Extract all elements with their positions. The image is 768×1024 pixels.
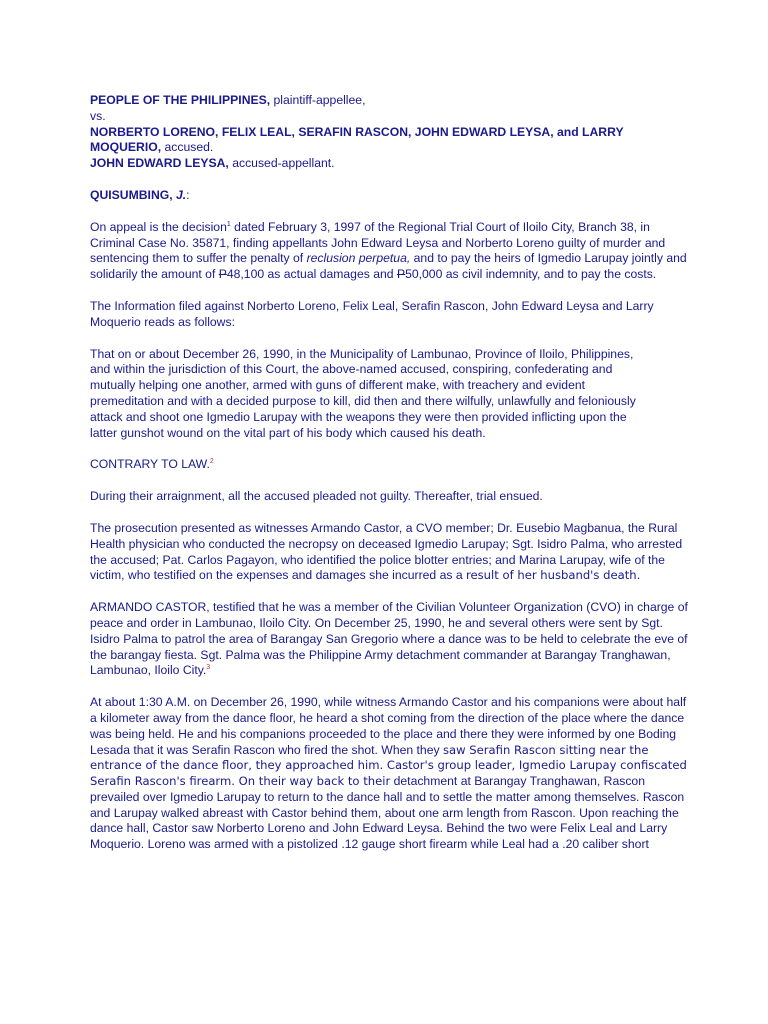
ponente-name: QUISUMBING, (90, 187, 176, 202)
caption-accused (90, 125, 690, 157)
document-page (90, 93, 690, 853)
paragraph-1-text-c: and to pay the heirs of Igmedio Larupay jointly and solidarily the amount of (90, 251, 687, 282)
paragraph-1 (90, 220, 690, 283)
paragraph-6-text-a: At about 1:30 A.M. on December 26, 1990, while witness Armando Castor and his companions were about half a kilometer away from the dance floor, he heard a shot coming from the direction of the place where the dance was being held. He and his companions proceeded to the place and there they were informed by one Boding Lesada that it was Serafin Rascon who fired the shot. When they (90, 695, 687, 757)
quote-contrary (90, 457, 645, 473)
paragraph-6-text-b: saw Serafin Rascon sitting near the entrance of the dance floor, they approached him. Castor's group leader, Igmedio Larupay confiscated Serafin Rascon's firearm. On their way back to their (90, 742, 687, 789)
ponente-line (90, 188, 690, 204)
paragraph-5 (90, 600, 690, 679)
paragraph-6-text-c: detachment at Barangay Tranghawan, Rascon prevailed over Igmedio Larupay to return to the dance hall and to settle the matter among themselves. Rascon and Larupay walked abreast with Castor behind them, about one arm length from Rascon. Upon reaching the dance hall, Castor saw Norberto Loreno and John Edward Leysa. Behind the two were Felix Leal and Larry Moquerio. Loreno was armed with a pistolized .12 gauge short firearm while Leal had a .20 caliber short (90, 774, 685, 852)
quote-information: That on or about December 26, 1990, in the Municipality of Lambunao, Province of Iloilo, Philippines, and within the jurisdiction of this Court, the above-named accused, conspiring, confederating and mutually helping one another, armed with guns of different make, with treachery and evident premeditation and with a decided purpose to kill, did then and there wilfully, unlawfully and feloniously attack and shoot one Igmedio Larupay with the weapons they were then provided inflicting upon the latter gunshot wound on the vital part of his body which caused his death. (90, 346, 636, 440)
appellant-role: accused-appellant. (228, 156, 335, 171)
paragraph-4-text-a: The prosecution presented as witnesses Armando Castor, a CVO member; Dr. Eusebio Magbanua, the Rural Health physician who conducted the necropsy on deceased Igmedio Larupay; Sgt. Isidro Palma, who arrested the accused; Pat. Carlos Pagayon, who identified the police blotter entries; and Marina Larupay, wife of the victim, who testified on the expenses and damages she incurred as a (90, 520, 683, 583)
paragraph-5-text: ARMANDO CASTOR, testified that he was a member of the Civilian Volunteer Organization (CVO) in charge of peace and order in Lambunao, Iloilo City. On December 25, 1990, he and several others were sent by Sgt. Isidro Palma to patrol the area of Barangay San Gregorio where a dance was to be held to celebrate the eve of the barangay fiesta. Sgt. Palma was the Philippine Army detachment commander at Barangay Tranghawan, Lambunao, Iloilo City. (90, 600, 688, 678)
footnote-ref-2[interactable]: 2 (209, 458, 214, 466)
accused-role: accused. (161, 140, 214, 155)
footnote-ref-3[interactable]: 3 (206, 664, 211, 672)
caption-appellant (90, 156, 690, 172)
paragraph-2: The Information filed against Norberto Loreno, Felix Leal, Serafin Rascon, John Edward Leysa and Larry Moquerio reads as follows: (90, 298, 654, 329)
paragraph-6 (90, 695, 690, 853)
peso-sign-1: P (218, 267, 227, 282)
paragraph-1-text-d: 48,100 as actual damages and (226, 267, 397, 282)
appellant-name: JOHN EDWARD LEYSA, (90, 156, 229, 171)
caption-versus: vs. (90, 108, 106, 123)
footnote-ref-1[interactable]: 1 (226, 220, 231, 228)
paragraph-1-text-a: On appeal is the decision (90, 219, 227, 234)
paragraph-4 (90, 521, 690, 584)
paragraph-1-italic: reclusion perpetua, (306, 251, 411, 266)
accused-names: NORBERTO LORENO, FELIX LEAL, SERAFIN RASCON, JOHN EDWARD LEYSA, and LARRY MOQUERIO, (90, 124, 624, 155)
plaintiff-role: plaintiff-appellee, (270, 93, 366, 107)
ponente-colon: : (186, 187, 190, 202)
paragraph-3: During their arraignment, all the accused pleaded not guilty. Thereafter, trial ensued. (90, 489, 543, 504)
paragraph-1-text-e: 50,000 as civil indemnity, and to pay the costs. (405, 267, 657, 282)
caption-plaintiff (90, 93, 690, 109)
quote-contrary-text: CONTRARY TO LAW. (90, 457, 210, 472)
peso-sign-2: P (396, 267, 406, 282)
paragraph-1-text-b: dated February 3, 1997 of the Regional Trial Court of Iloilo City, Branch 38, in Criminal Case No. 35871, finding appellants John Edward Leysa and Norberto Loreno guilty of murder and sentencing them to suffer the penalty of (90, 219, 666, 266)
ponente-title: J. (176, 187, 187, 202)
paragraph-4-text-b: result of her husband's death. (466, 568, 641, 583)
plaintiff-name: PEOPLE OF THE PHILIPPINES, (90, 93, 271, 107)
